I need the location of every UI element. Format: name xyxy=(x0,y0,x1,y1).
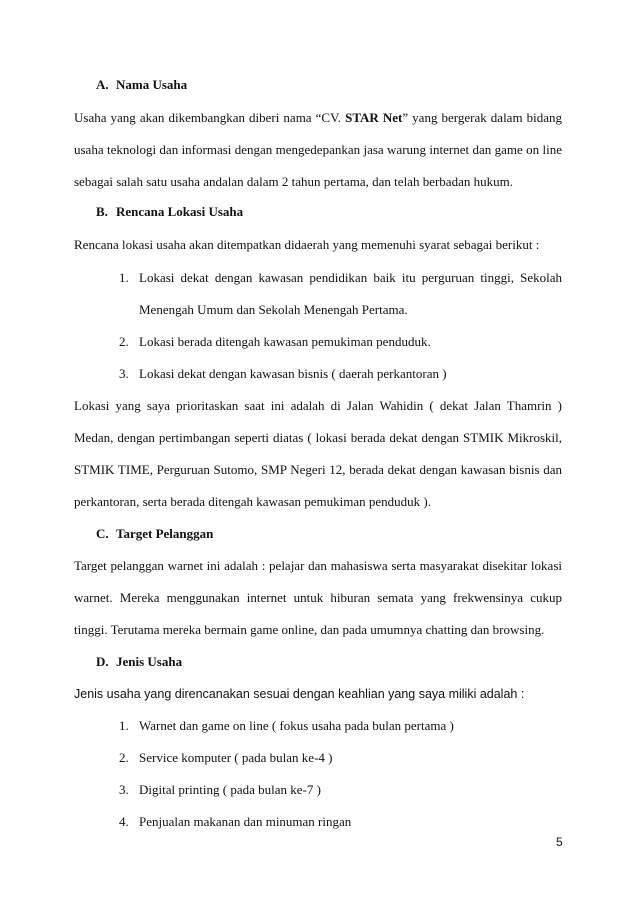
heading-nama-usaha xyxy=(96,77,187,93)
list-item xyxy=(119,782,562,798)
list-text: Lokasi dekat dengan kawasan bisnis ( daerah perkantoran ) xyxy=(139,366,447,381)
heading-title: Target Pelanggan xyxy=(116,526,214,541)
heading-title: Rencana Lokasi Usaha xyxy=(116,204,244,219)
list-text: Lokasi dekat dengan kawasan pendidikan baik itu perguruan tinggi, Sekolah xyxy=(139,270,562,285)
heading-jenis-usaha xyxy=(96,654,182,670)
heading-title: Jenis Usaha xyxy=(116,654,183,669)
paragraph-line: Target pelanggan warnet ini adalah : pelajar dan mahasiswa serta masyarakat disekitar lokasi xyxy=(74,558,562,573)
paragraph-line: sebagai salah satu usaha andalan dalam 2 tahun pertama, dan telah berbadan hukum. xyxy=(74,174,513,189)
paragraph-line: warnet. Mereka menggunakan internet untuk hiburan semata yang frekwensinya cukup xyxy=(74,590,562,605)
heading-letter: D. xyxy=(96,654,109,669)
heading-title: Nama Usaha xyxy=(116,77,188,92)
paragraph-line: perkantoran, serta berada ditengah kawasan pemukiman penduduk ). xyxy=(74,494,432,509)
paragraph-line: Medan, dengan pertimbangan seperti diatas ( lokasi berada dekat dengan STMIK Mikroskil, xyxy=(74,430,562,445)
heading-rencana-lokasi-usaha xyxy=(96,204,243,220)
business-name: STAR Net xyxy=(345,110,403,125)
paragraph-line: Rencana lokasi usaha akan ditempatkan didaerah yang memenuhi syarat sebagai berikut : xyxy=(74,237,540,252)
paragraph-line: Lokasi yang saya prioritaskan saat ini adalah di Jalan Wahidin ( dekat Jalan Thamrin ) xyxy=(74,398,562,413)
list-number: 1. xyxy=(119,270,129,285)
text-run: Usaha yang akan dikembangkan diberi nama “CV. xyxy=(74,110,346,125)
paragraph-line: tinggi. Terutama mereka bermain game online, dan pada umumnya chatting dan browsing. xyxy=(74,622,545,637)
list-item xyxy=(119,270,562,286)
list-item xyxy=(119,718,562,734)
paragraph-line: Jenis usaha yang direncanakan sesuai dengan keahlian yang saya miliki adalah : xyxy=(74,687,525,701)
heading-letter: A. xyxy=(96,77,109,92)
text-run: ” yang bergerak dalam bidang xyxy=(402,110,562,125)
heading-target-pelanggan xyxy=(96,526,213,542)
list-number: 1. xyxy=(119,718,129,733)
page-number: 5 xyxy=(556,835,563,849)
list-item-continuation: Menengah Umum dan Sekolah Menengah Pertama. xyxy=(139,302,408,317)
list-number: 3. xyxy=(119,782,129,797)
list-text: Digital printing ( pada bulan ke-7 ) xyxy=(139,782,321,797)
list-number: 3. xyxy=(119,366,129,381)
list-number: 4. xyxy=(119,814,129,829)
list-item xyxy=(119,366,562,382)
list-text: Penjualan makanan dan minuman ringan xyxy=(139,814,352,829)
list-text: Lokasi berada ditengah kawasan pemukiman penduduk. xyxy=(139,334,431,349)
list-number: 2. xyxy=(119,750,129,765)
list-text: Service komputer ( pada bulan ke-4 ) xyxy=(139,750,333,765)
paragraph-line: usaha teknologi dan informasi dengan mengedepankan jasa warung internet dan game on line xyxy=(74,142,562,157)
list-item xyxy=(119,750,562,766)
list-item xyxy=(119,814,562,830)
paragraph-line: STMIK TIME, Perguruan Sutomo, SMP Negeri 12, berada dekat dengan kawasan bisnis dan xyxy=(74,462,562,477)
paragraph-line xyxy=(74,110,562,126)
list-text: Warnet dan game on line ( fokus usaha pada bulan pertama ) xyxy=(139,718,454,733)
heading-letter: B. xyxy=(96,204,108,219)
list-item xyxy=(119,334,562,350)
heading-letter: C. xyxy=(96,526,109,541)
list-number: 2. xyxy=(119,334,129,349)
